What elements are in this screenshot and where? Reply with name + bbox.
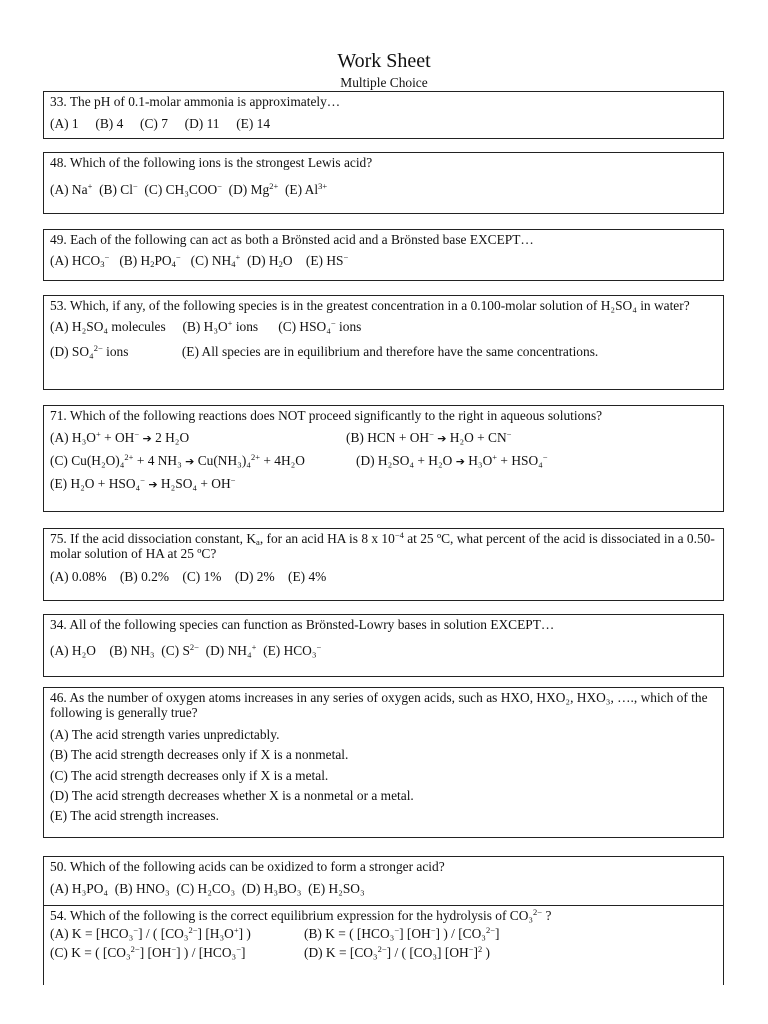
- page-subtitle: Multiple Choice: [340, 75, 428, 90]
- stem-part: 54. Which of the following is the correct equilibrium expression for the hydrolysis of CO₃: [50, 908, 534, 923]
- superscript: −: [430, 925, 436, 936]
- formula-part: ] [OH: [399, 926, 431, 942]
- superscript: 2+: [269, 181, 279, 192]
- question-34-choices: [50, 643, 717, 658]
- question-71: [43, 405, 724, 512]
- question-48: [43, 152, 724, 214]
- formula-part: ] / ( [CO₃] [OH: [386, 944, 469, 960]
- choice-c: (C) S: [161, 643, 190, 659]
- choice-d: (D) Mg: [228, 182, 270, 198]
- superscript: +: [95, 429, 101, 440]
- choice-d: (D) H₂SO₄ + H₂O: [356, 453, 453, 469]
- choice-e: (E) HS: [305, 253, 344, 269]
- choice-e: (E) The acid strength increases.: [50, 808, 219, 824]
- choice-d: (D) NH₄: [205, 643, 252, 659]
- superscript: +: [492, 452, 498, 463]
- question-33-choices: (A) 1 (B) 4 (C) 7 (D) 11 (E) 14: [50, 116, 271, 132]
- arrow-icon: ➔: [185, 455, 195, 469]
- choice-b: (B) K = ( [HCO₃: [304, 926, 395, 942]
- superscript: −: [506, 429, 512, 440]
- subscript: a: [256, 537, 260, 547]
- superscript: 2−: [189, 642, 199, 653]
- choice-a: (A) The acid strength varies unpredictably.: [50, 726, 280, 742]
- formula-part: ]: [241, 944, 246, 960]
- formula-part: ] ) / [CO₃: [435, 926, 486, 942]
- question-48-stem: 48. Which of the following ions is the strongest Lewis acid?: [50, 155, 373, 170]
- superscript: −: [132, 181, 138, 192]
- subscript: 2: [150, 259, 155, 270]
- choice-c-part: + 4H₂O: [260, 453, 305, 469]
- choice-b-product: H₂O + CN: [449, 430, 507, 446]
- superscript: −: [175, 252, 181, 263]
- choice-b: (B) HCN + OH: [346, 430, 430, 446]
- choice-a: (A) H₂SO₄ molecules: [50, 319, 166, 335]
- choice-c-part: + 4 NH₃: [133, 453, 182, 469]
- arrow-icon: ➔: [142, 432, 152, 446]
- choice-c-product: Cu(NH₃)₄: [197, 453, 251, 469]
- choice-b: (B) Cl: [99, 182, 133, 198]
- choice-d: (D) K = [CO₃: [304, 944, 378, 960]
- superscript: 2−: [485, 925, 495, 936]
- arrow-icon: ➔: [437, 432, 447, 446]
- superscript: 2−: [93, 342, 103, 353]
- formula-part: ] / ( [CO₃: [138, 926, 189, 942]
- question-75: [43, 528, 724, 601]
- superscript: −: [104, 252, 110, 263]
- formula-part: O: [282, 253, 293, 269]
- question-71-line-3: [50, 476, 717, 492]
- superscript: 2−: [130, 943, 140, 954]
- superscript: −4: [394, 530, 404, 540]
- question-54-line-2: [50, 945, 717, 960]
- choice-e-product: H₂SO₄ + OH: [160, 475, 231, 491]
- question-34: [43, 614, 724, 677]
- subscript: 2: [278, 259, 283, 270]
- superscript: −: [236, 943, 241, 954]
- stem-part: ?: [542, 908, 552, 923]
- choice-d-product: H₃O: [468, 453, 493, 469]
- choice-b: (B) NH₃: [109, 643, 155, 659]
- superscript: +: [233, 925, 239, 936]
- choice-d: (D) The acid strength decreases whether X is a nonmetal or a metal.: [50, 788, 414, 804]
- superscript: 2+: [124, 452, 134, 463]
- choice-a-product: 2 H₂O: [155, 430, 190, 446]
- choice-b: (B) H: [119, 253, 151, 269]
- choice-c: (C) The acid strength decreases only if X is a metal.: [50, 767, 329, 783]
- choice-c-rest: ions: [335, 319, 362, 335]
- question-50: [43, 856, 724, 906]
- question-49-stem: 49. Each of the following can act as both a Brönsted acid and a Brönsted base EXCEPT…: [50, 232, 534, 247]
- choice-c: (C) K = ( [CO₃: [50, 944, 131, 960]
- question-71-line-2: [50, 453, 717, 469]
- choice-c: (C) HSO₄: [278, 319, 331, 335]
- formula-part: ] ) / [HCO₃: [176, 944, 237, 960]
- question-54: [43, 905, 724, 985]
- superscript: −: [468, 943, 474, 954]
- question-71-line-1: [50, 430, 717, 446]
- superscript: +: [235, 252, 241, 263]
- question-53-stem: 53. Which, if any, of the following species is in the greatest concentration in a 0.100-molar solution of H₂SO₄ in water?: [50, 298, 690, 313]
- choice-e: (E) H₂O + HSO₄: [50, 475, 141, 491]
- question-75-stem: [50, 531, 717, 562]
- question-53: [43, 295, 724, 390]
- stem-part: 75. If the acid dissociation constant, K: [50, 531, 257, 546]
- superscript: −: [133, 925, 139, 936]
- superscript: +: [227, 318, 233, 329]
- choice-c: (C) Cu(H₂O)₄: [50, 453, 125, 469]
- choice-a-part: + OH: [100, 430, 135, 446]
- formula-part: ] [OH: [139, 944, 172, 960]
- choice-c: (C) CH₃COO: [144, 182, 218, 198]
- question-49-choices: [50, 253, 717, 268]
- superscript: −: [217, 181, 222, 192]
- choice-c: (C) NH: [190, 253, 232, 269]
- subscript: 4: [171, 259, 176, 270]
- superscript: −: [394, 925, 400, 936]
- question-53-line-1: [50, 319, 717, 334]
- choice-a: (A) Na: [50, 182, 88, 198]
- question-75-choices: (A) 0.08% (B) 0.2% (C) 1% (D) 2% (E) 4%: [50, 568, 327, 584]
- superscript: −: [134, 429, 140, 440]
- choice-b: (B) The acid strength decreases only if X is a nonmetal.: [50, 747, 349, 763]
- superscript: −: [171, 943, 177, 954]
- choice-d-rest: ions: [102, 343, 129, 359]
- superscript: −: [330, 318, 336, 329]
- question-33-stem: 33. The pH of 0.1-molar ammonia is approximately…: [50, 94, 341, 109]
- stem-part: at 25 ºC, what percent of the acid is dissociated in a 0.50-molar solution of HA at 25 ºC?: [50, 531, 715, 562]
- question-50-stem: 50. Which of the following acids can be oxidized to form a stronger acid?: [50, 859, 445, 874]
- question-46-stem: 46. As the number of oxygen atoms increases in any series of oxygen acids, such as HXO, HXO₂, HXO₃, …., which of the following is generally true?: [50, 690, 708, 721]
- superscript: 3+: [318, 181, 328, 192]
- question-71-stem: 71. Which of the following reactions does NOT proceed significantly to the right in aqueous solutions?: [50, 408, 603, 423]
- superscript: 2−: [188, 925, 198, 936]
- superscript: 2−: [533, 907, 543, 917]
- choice-e: (E) Al: [284, 182, 319, 198]
- superscript: +: [251, 642, 257, 653]
- superscript: 2: [477, 943, 483, 954]
- question-34-stem: 34. All of the following species can function as Brönsted-Lowry bases in solution EXCEPT…: [50, 617, 555, 632]
- question-46-choices: [50, 727, 717, 824]
- choice-b: (B) H₃O: [182, 319, 228, 335]
- choice-b-rest: ions: [232, 319, 259, 335]
- choice-e: (E) HCO₃: [263, 643, 317, 659]
- choice-a: (A) HCO: [50, 253, 101, 269]
- formula-part: ] ): [238, 926, 251, 942]
- choice-a: (A) H₃O: [50, 430, 96, 446]
- subscript: 3: [100, 259, 105, 270]
- question-33: [43, 91, 724, 139]
- stem-part: , for an acid HA is 8 x 10: [259, 531, 395, 546]
- choice-a: (A) H₂O: [50, 643, 96, 659]
- superscript: −: [230, 474, 236, 485]
- arrow-icon: ➔: [455, 455, 465, 469]
- superscript: −: [316, 642, 322, 653]
- formula-part: ]: [473, 944, 478, 960]
- choice-d: (D) SO₄: [50, 343, 94, 359]
- superscript: 2+: [250, 452, 260, 463]
- choice-a: (A) K = [HCO₃: [50, 926, 134, 942]
- question-50-choices: (A) H₃PO₄ (B) HNO₃ (C) H₂CO₃ (D) H₃BO₃ (E) H₂SO₃: [50, 881, 365, 897]
- formula-part: ] [H₃O: [197, 926, 234, 942]
- question-46: [43, 687, 724, 838]
- choice-d: (D) H: [246, 253, 279, 269]
- superscript: −: [542, 452, 548, 463]
- question-53-line-2: [50, 344, 717, 359]
- question-49: [43, 229, 724, 281]
- superscript: −: [140, 474, 145, 485]
- formula-part: PO: [154, 253, 172, 269]
- question-48-choices: [50, 182, 717, 197]
- formula-part: ]: [495, 926, 500, 942]
- question-54-line-1: [50, 926, 717, 941]
- choice-e: (E) All species are in equilibrium and therefore have the same concentrations.: [181, 343, 599, 359]
- arrow-icon: ➔: [148, 477, 158, 491]
- page-title: Work Sheet: [337, 50, 431, 72]
- superscript: −: [343, 252, 349, 263]
- formula-part: ): [482, 944, 490, 960]
- question-54-stem: [50, 908, 717, 923]
- superscript: +: [87, 181, 93, 192]
- superscript: 2−: [377, 943, 387, 954]
- superscript: −: [429, 429, 434, 440]
- subscript: 4: [231, 259, 236, 270]
- choice-d-part: + HSO₄: [497, 453, 543, 469]
